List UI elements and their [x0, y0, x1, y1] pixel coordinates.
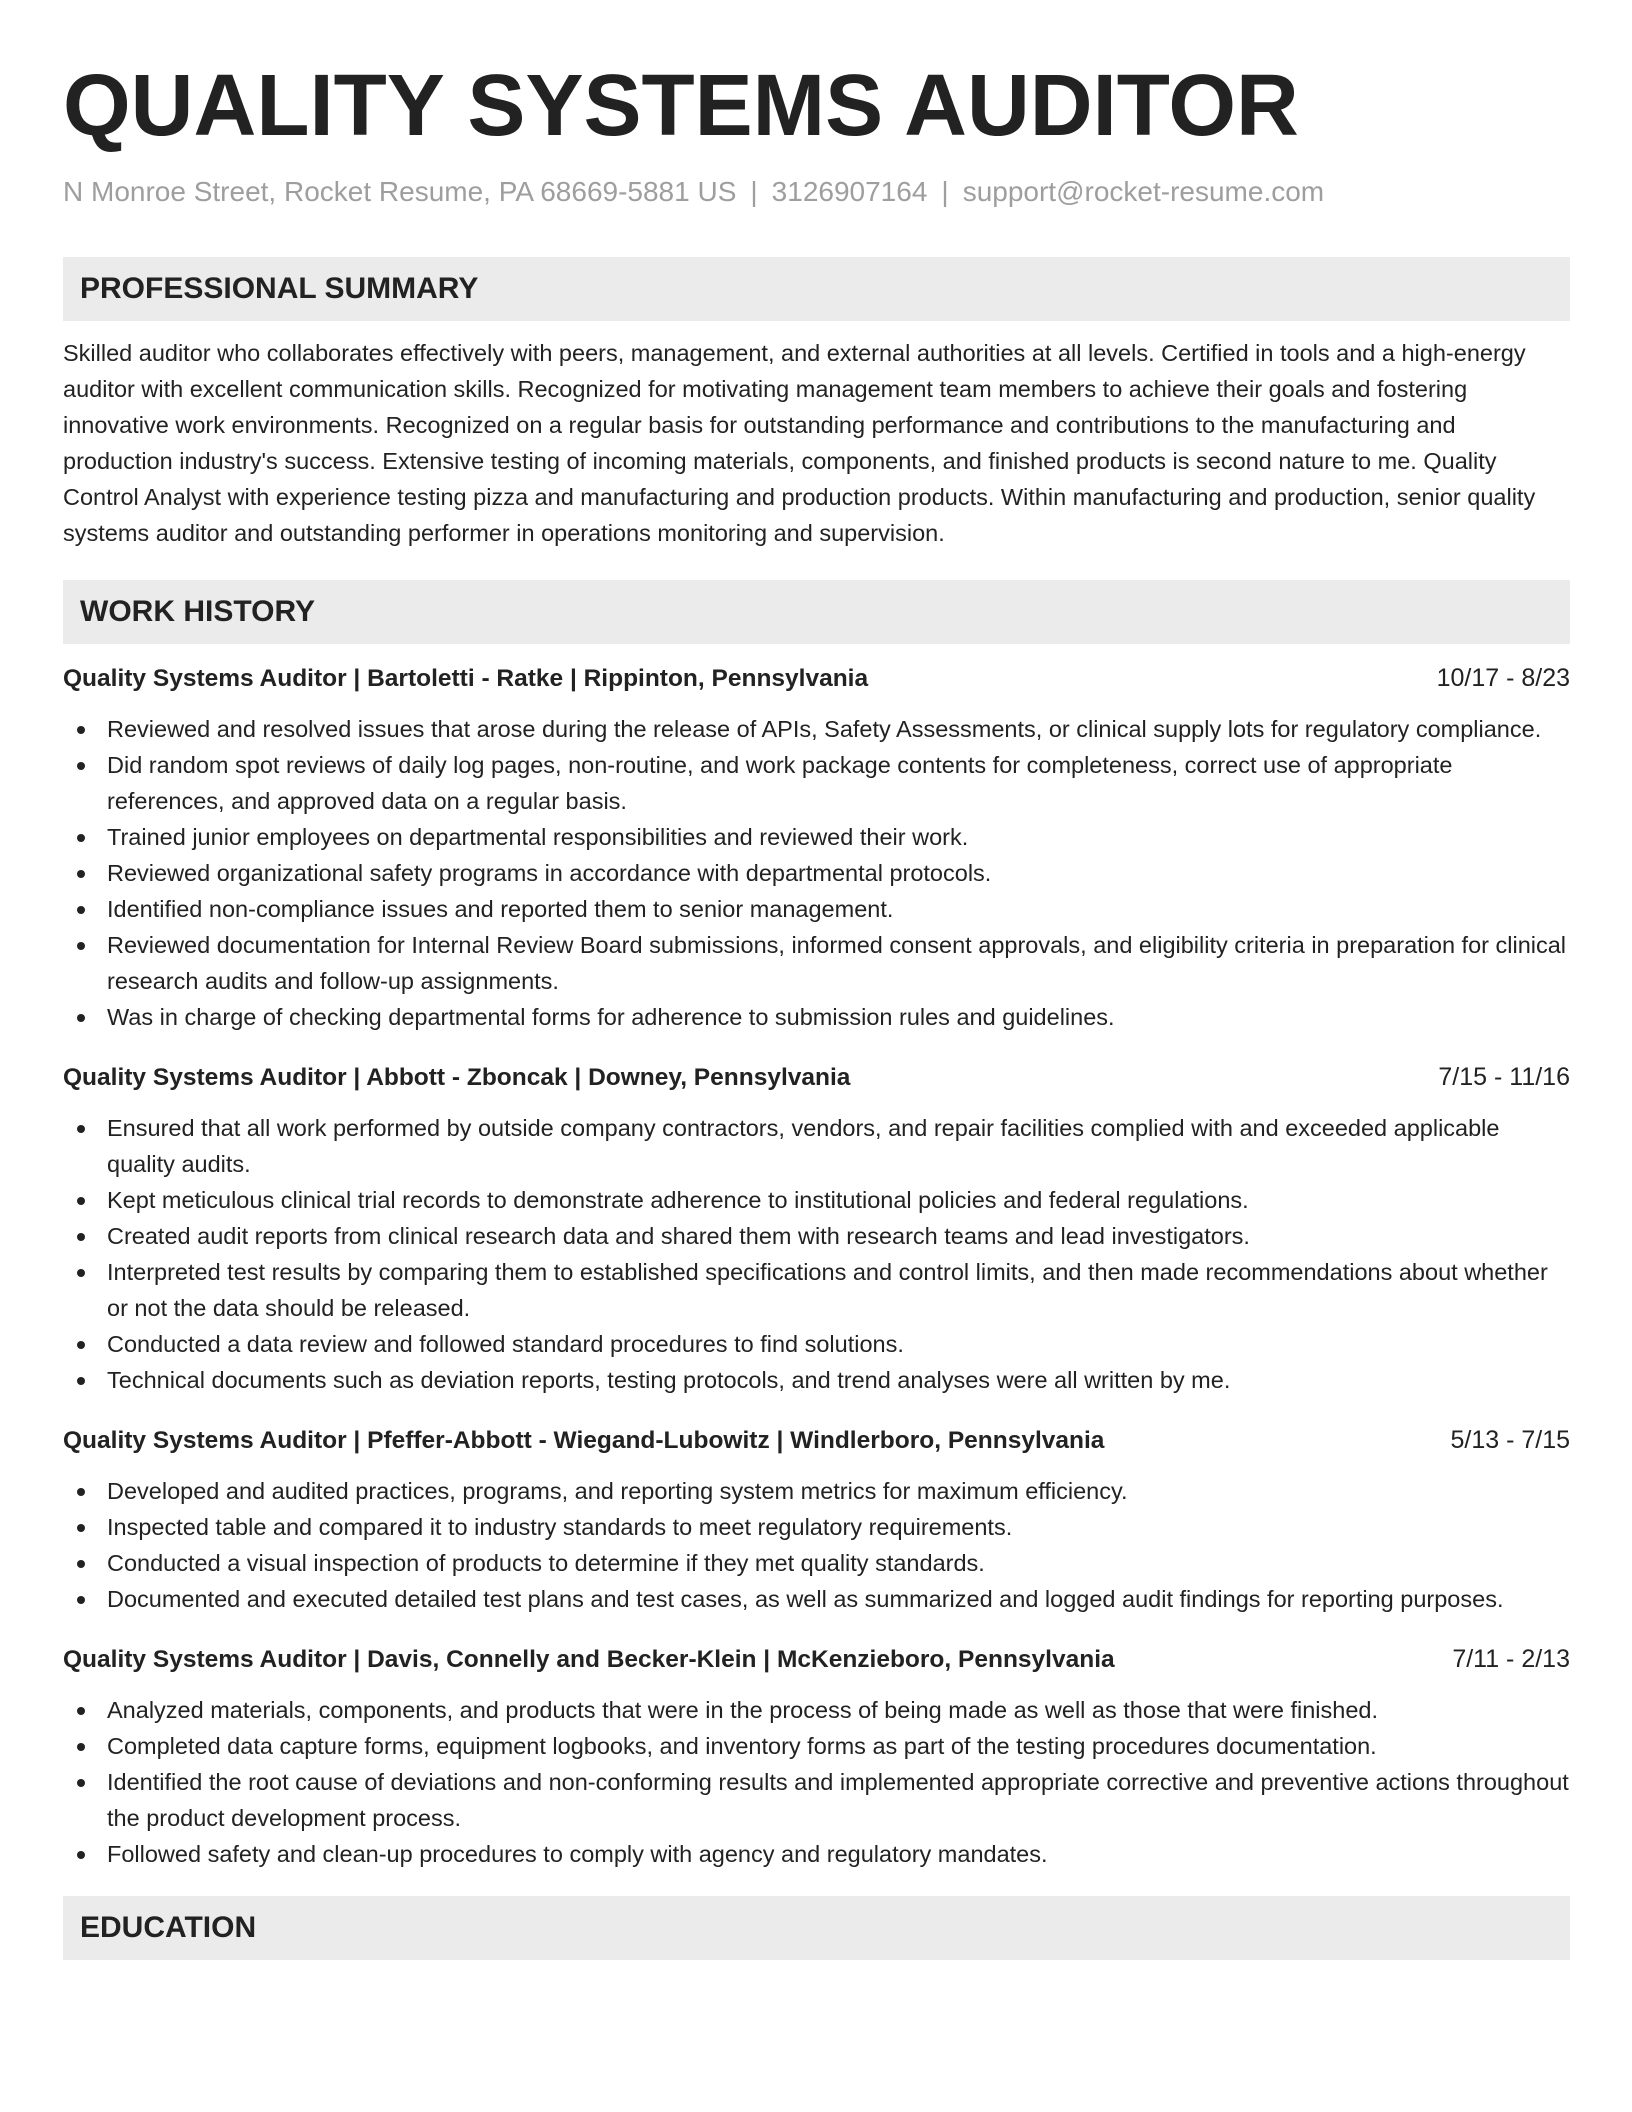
job-title: Quality Systems Auditor | Davis, Connelly and Becker-Klein | McKenzieboro, Pennsylvania: [63, 1646, 1115, 1673]
job-bullet: [63, 819, 1570, 855]
bullet-dot-icon: [77, 1014, 85, 1022]
job-bullet: [63, 855, 1570, 891]
job-bullet-text: Reviewed organizational safety programs in accordance with departmental protocols.: [107, 860, 992, 886]
job-bullet: [63, 1728, 1570, 1764]
job-bullet-text: Reviewed documentation for Internal Review Board submissions, informed consent approvals, and eligibility criteria in preparation for clinical research audits and follow-up assignments.: [107, 932, 1567, 994]
job-bullet: [63, 1182, 1570, 1218]
bullet-dot-icon: [77, 1779, 85, 1787]
job-title-row: [63, 1059, 1570, 1096]
job-bullet-list: [63, 1110, 1570, 1398]
job-bullet: [63, 1836, 1570, 1872]
job-bullet: [63, 1218, 1570, 1254]
job-dates: 10/17 - 8/23: [1436, 664, 1570, 692]
bullet-dot-icon: [77, 1707, 85, 1715]
job-bullet-text: Did random spot reviews of daily log pages, non-routine, and work package contents for completeness, correct use of appropriate references, and approved data on a regular basis.: [107, 752, 1453, 814]
job-bullet-list: [63, 1473, 1570, 1617]
job-bullet-text: Was in charge of checking departmental forms for adherence to submission rules and guidelines.: [107, 1004, 1115, 1030]
resume-name-heading: QUALITY SYSTEMS AUDITOR: [63, 57, 1299, 154]
job-bullet: [63, 1581, 1570, 1617]
section-header-work-history: [63, 580, 1570, 644]
job-bullet: [63, 891, 1570, 927]
job-bullet: [63, 999, 1570, 1035]
job-title: Quality Systems Auditor | Abbott - Zboncak | Downey, Pennsylvania: [63, 1064, 851, 1091]
contact-phone: 3126907164: [771, 176, 928, 207]
job-title-row: [63, 1422, 1570, 1459]
job-bullet: [63, 1473, 1570, 1509]
contact-separator: |: [941, 176, 949, 207]
job-bullet-text: Developed and audited practices, programs, and reporting system metrics for maximum efficiency.: [107, 1478, 1128, 1504]
bullet-dot-icon: [77, 870, 85, 878]
job-bullet-text: Identified the root cause of deviations and non-conforming results and implemented appropriate corrective and preventive actions throughout the product development process.: [107, 1769, 1569, 1831]
section-header-professional-summary: [63, 257, 1570, 321]
job-bullet-text: Kept meticulous clinical trial records to demonstrate adherence to institutional policies and federal regulations.: [107, 1187, 1249, 1213]
job-entry: [63, 1641, 1570, 1872]
bullet-dot-icon: [77, 1341, 85, 1349]
job-title-row: [63, 660, 1570, 697]
job-bullet-text: Inspected table and compared it to industry standards to meet regulatory requirements.: [107, 1514, 1013, 1540]
bullet-dot-icon: [77, 1743, 85, 1751]
job-entry: [63, 1422, 1570, 1617]
job-bullet-text: Analyzed materials, components, and products that were in the process of being made as well as those that were finished.: [107, 1697, 1379, 1723]
bullet-dot-icon: [77, 1524, 85, 1532]
job-bullet-text: Conducted a visual inspection of products to determine if they met quality standards.: [107, 1550, 985, 1576]
bullet-dot-icon: [77, 1233, 85, 1241]
job-title: Quality Systems Auditor | Bartoletti - Ratke | Rippinton, Pennsylvania: [63, 665, 869, 692]
contact-address: N Monroe Street, Rocket Resume, PA 68669-5881 US: [63, 176, 737, 207]
job-bullet: [63, 1545, 1570, 1581]
job-bullet-text: Documented and executed detailed test plans and test cases, as well as summarized and logged audit findings for reporting purposes.: [107, 1586, 1504, 1612]
bullet-dot-icon: [77, 726, 85, 734]
professional-summary-text: Skilled auditor who collaborates effectively with peers, management, and external authorities at all levels. Certified in tools and a high-energy auditor with excellent communication skills. Recognized for motivating management team members to achieve their goals and fostering innovative work environments. Recognized on a regular basis for outstanding performance and contributions to the manufacturing and production industry's success. Extensive testing of incoming materials, components, and finished products is second nature to me. Quality Control Analyst with experience testing pizza and manufacturing and production products. Within manufacturing and production, senior quality systems auditor and outstanding performer in operations monitoring and supervision.: [63, 340, 1536, 546]
bullet-dot-icon: [77, 1197, 85, 1205]
job-bullet: [63, 1764, 1570, 1836]
contact-email: support@rocket-resume.com: [962, 176, 1325, 207]
job-entry: [63, 1059, 1570, 1398]
job-title-row: [63, 1641, 1570, 1678]
bullet-dot-icon: [77, 1596, 85, 1604]
job-bullet-text: Reviewed and resolved issues that arose during the release of APIs, Safety Assessments, or clinical supply lots for regulatory compliance.: [107, 716, 1542, 742]
job-bullet: [63, 711, 1570, 747]
bullet-dot-icon: [77, 1560, 85, 1568]
bullet-dot-icon: [77, 1269, 85, 1277]
job-bullet: [63, 1509, 1570, 1545]
section-title: EDUCATION: [80, 1911, 257, 1944]
contact-line: [63, 174, 1570, 210]
job-bullet: [63, 927, 1570, 999]
job-bullet: [63, 1110, 1570, 1182]
job-dates: 5/13 - 7/15: [1450, 1426, 1570, 1454]
job-bullet: [63, 1254, 1570, 1326]
contact-separator: |: [750, 176, 758, 207]
bullet-dot-icon: [77, 1488, 85, 1496]
job-dates: 7/11 - 2/13: [1452, 1645, 1570, 1673]
job-bullet-list: [63, 711, 1570, 1035]
bullet-dot-icon: [77, 942, 85, 950]
section-title: PROFESSIONAL SUMMARY: [80, 272, 479, 305]
job-bullet-text: Completed data capture forms, equipment logbooks, and inventory forms as part of the testing procedures documentation.: [107, 1733, 1377, 1759]
job-bullet-text: Conducted a data review and followed standard procedures to find solutions.: [107, 1331, 904, 1357]
bullet-dot-icon: [77, 906, 85, 914]
bullet-dot-icon: [77, 762, 85, 770]
job-bullet-text: Interpreted test results by comparing them to established specifications and control limits, and then made recommendations about whether or not the data should be released.: [107, 1259, 1548, 1321]
job-dates: 7/15 - 11/16: [1438, 1063, 1570, 1091]
job-bullet: [63, 1326, 1570, 1362]
job-bullet-text: Technical documents such as deviation reports, testing protocols, and trend analyses were all written by me.: [107, 1367, 1231, 1393]
section-title: WORK HISTORY: [80, 595, 316, 628]
bullet-dot-icon: [77, 1851, 85, 1859]
job-bullet-text: Created audit reports from clinical research data and shared them with research teams and lead investigators.: [107, 1223, 1250, 1249]
job-bullet-list: [63, 1692, 1570, 1872]
job-title: Quality Systems Auditor | Pfeffer-Abbott - Wiegand-Lubowitz | Windlerboro, Pennsylvania: [63, 1427, 1105, 1454]
bullet-dot-icon: [77, 1377, 85, 1385]
job-bullet: [63, 1362, 1570, 1398]
job-bullet-text: Ensured that all work performed by outside company contractors, vendors, and repair facilities complied with and exceeded applicable quality audits.: [107, 1115, 1500, 1177]
job-bullet: [63, 1692, 1570, 1728]
job-bullet-text: Followed safety and clean-up procedures to comply with agency and regulatory mandates.: [107, 1841, 1048, 1867]
job-bullet: [63, 747, 1570, 819]
section-header-education: [63, 1896, 1570, 1960]
job-entry: [63, 660, 1570, 1035]
bullet-dot-icon: [77, 1125, 85, 1133]
job-bullet-text: Identified non-compliance issues and reported them to senior management.: [107, 896, 894, 922]
job-bullet-text: Trained junior employees on departmental responsibilities and reviewed their work.: [107, 824, 969, 850]
bullet-dot-icon: [77, 834, 85, 842]
